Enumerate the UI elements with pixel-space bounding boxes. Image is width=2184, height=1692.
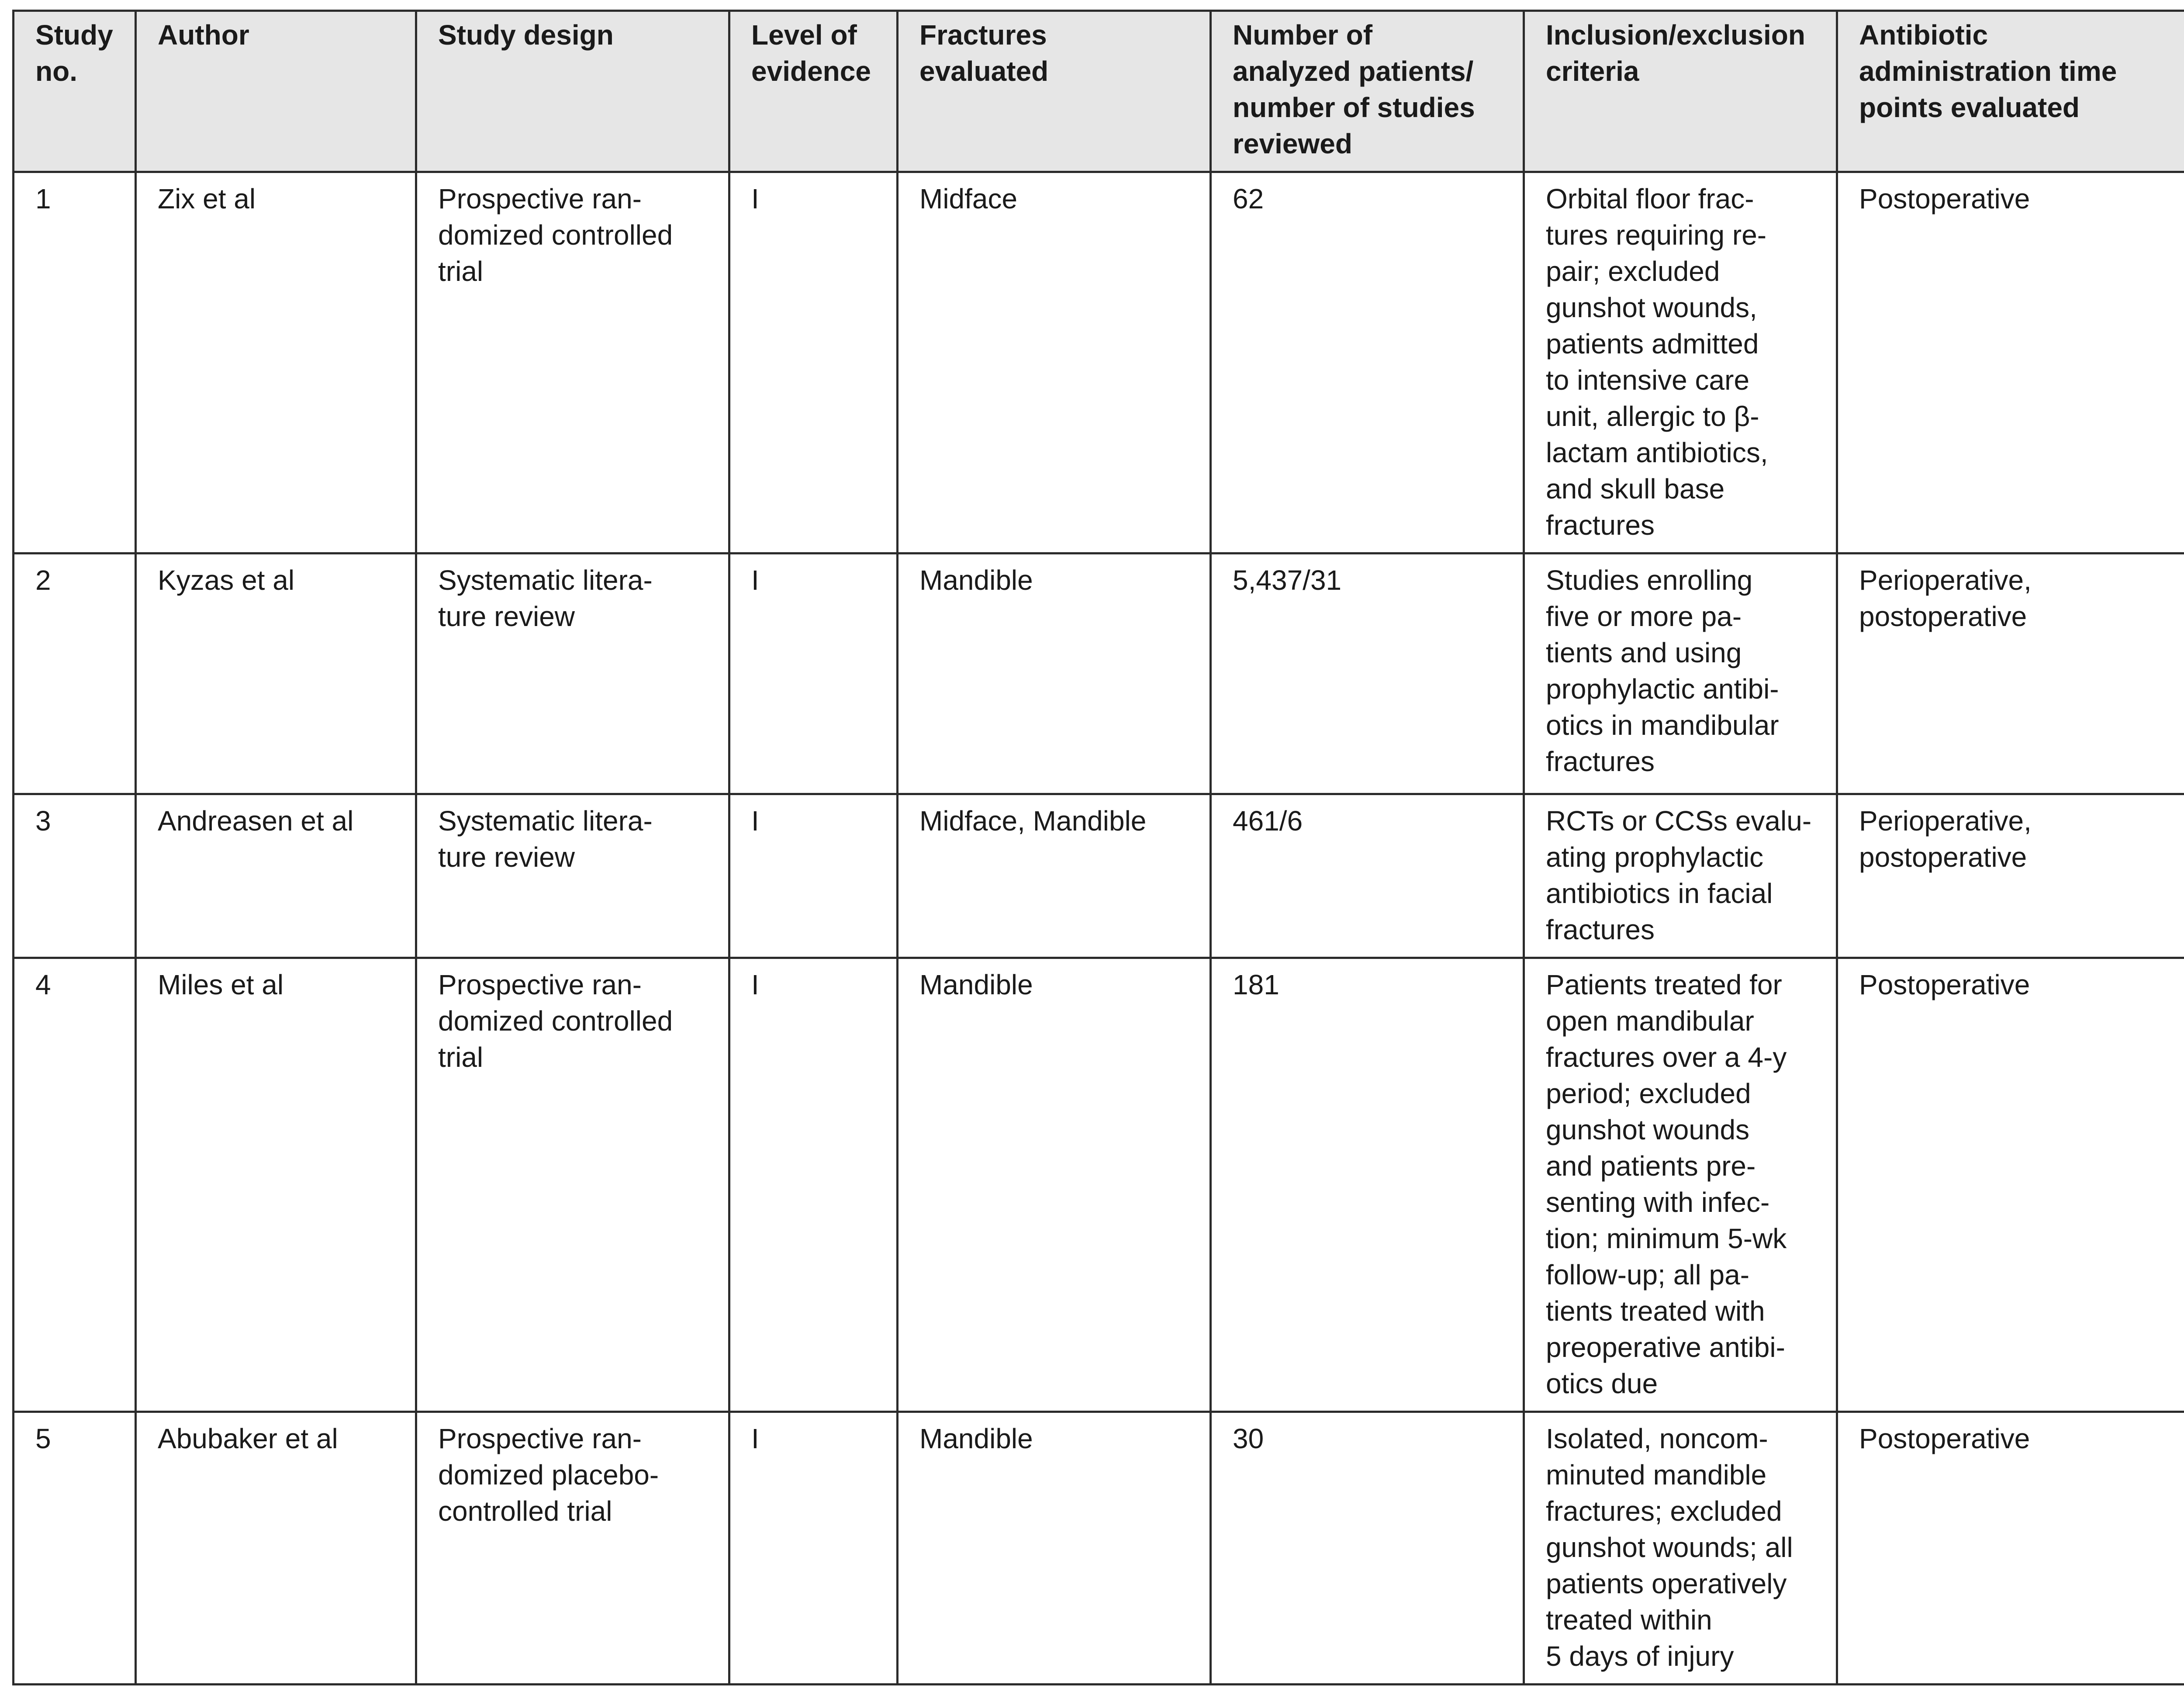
cell-author: Abubaker et al [136,1412,416,1685]
cell-study-no: 3 [14,794,136,958]
header-study-no: Study no. [14,11,136,172]
document-page [12,10,2184,1685]
cell-study-no: 5 [14,1412,136,1685]
cell-inclusion-exclusion: Orbital floor frac- tures requiring re- pair; excluded gunshot wounds, patients admitted to intensive care unit, allergic to β- lactam antibiotics, and skull base fractures [1524,172,1837,554]
cell-inclusion-exclusion: Patients treated for open mandibular fractures over a 4-y period; excluded gunshot wounds and patients pre- senting with infec- tion; minimum 5-wk follow-up; all pa- tients treated with preoperative antibi- otics due [1524,958,1837,1412]
cell-study-no: 4 [14,958,136,1412]
cell-fractures-evaluated: Mandible [898,1412,1211,1685]
cell-level-of-evidence: I [729,1412,898,1685]
cell-number-analyzed: 5,437/31 [1211,554,1524,794]
table-row [14,958,2184,1412]
cell-study-design: Prospective ran- domized controlled trial [416,172,729,554]
cell-author: Zix et al [136,172,416,554]
studies-table [12,10,2184,1685]
cell-study-no: 1 [14,172,136,554]
header-inclusion-exclusion: Inclusion/exclusion criteria [1524,11,1837,172]
cell-number-analyzed: 461/6 [1211,794,1524,958]
cell-study-no: 2 [14,554,136,794]
table-row [14,172,2184,554]
header-number-analyzed: Number of analyzed patients/ number of studies reviewed [1211,11,1524,172]
cell-level-of-evidence: I [729,794,898,958]
cell-level-of-evidence: I [729,554,898,794]
cell-level-of-evidence: I [729,172,898,554]
header-administration-time-points: Antibiotic administration time points evaluated [1837,11,2184,172]
cell-inclusion-exclusion: Isolated, noncom- minuted mandible fractures; excluded gunshot wounds; all patients operatively treated within 5 days of injury [1524,1412,1837,1685]
cell-inclusion-exclusion: RCTs or CCSs evalu- ating prophylactic antibiotics in facial fractures [1524,794,1837,958]
cell-author: Kyzas et al [136,554,416,794]
header-fractures-evaluated: Fractures evaluated [898,11,1211,172]
cell-number-analyzed: 62 [1211,172,1524,554]
cell-fractures-evaluated: Midface, Mandible [898,794,1211,958]
table-row [14,1412,2184,1685]
cell-study-design: Systematic litera- ture review [416,794,729,958]
cell-administration-time-points: Postoperative [1837,958,2184,1412]
cell-fractures-evaluated: Midface [898,172,1211,554]
cell-inclusion-exclusion: Studies enrolling five or more pa- tients and using prophylactic antibi- otics in mandibular fractures [1524,554,1837,794]
cell-fractures-evaluated: Mandible [898,958,1211,1412]
table-row [14,554,2184,794]
table-row [14,794,2184,958]
cell-administration-time-points: Postoperative [1837,172,2184,554]
cell-author: Miles et al [136,958,416,1412]
header-study-design: Study design [416,11,729,172]
cell-fractures-evaluated: Mandible [898,554,1211,794]
cell-study-design: Prospective ran- domized controlled trial [416,958,729,1412]
cell-study-design: Prospective ran- domized placebo- controlled trial [416,1412,729,1685]
cell-administration-time-points: Postoperative [1837,1412,2184,1685]
table-header-row [14,11,2184,172]
header-author: Author [136,11,416,172]
cell-administration-time-points: Perioperative, postoperative [1837,554,2184,794]
cell-number-analyzed: 30 [1211,1412,1524,1685]
cell-administration-time-points: Perioperative, postoperative [1837,794,2184,958]
cell-number-analyzed: 181 [1211,958,1524,1412]
cell-level-of-evidence: I [729,958,898,1412]
cell-author: Andreasen et al [136,794,416,958]
cell-study-design: Systematic litera- ture review [416,554,729,794]
header-level-of-evidence: Level of evidence [729,11,898,172]
